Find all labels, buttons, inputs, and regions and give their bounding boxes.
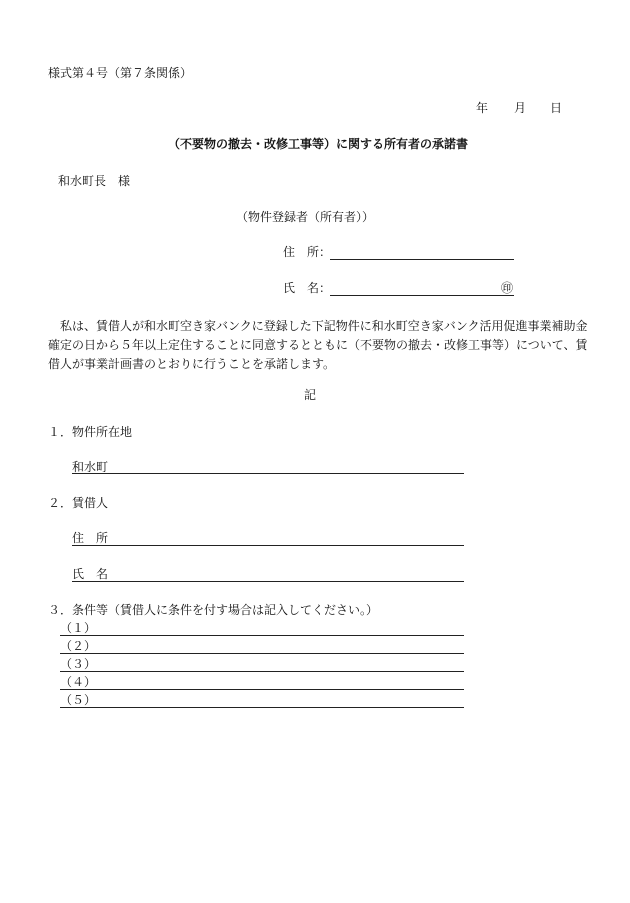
condition-line[interactable] (60, 653, 464, 654)
form-number: 様式第４号（第７条関係） (48, 66, 193, 80)
addressee: 和水町長 様 (58, 174, 131, 188)
tenant-address-label: 住 所 (72, 531, 109, 545)
seal-icon: ㊞ (501, 281, 514, 295)
condition-line[interactable] (60, 671, 464, 672)
condition-item-label: （４） (60, 675, 97, 689)
date-month-label: 月 (514, 101, 527, 115)
tenant-name-line[interactable] (72, 581, 464, 582)
condition-line[interactable] (60, 635, 464, 636)
property-location-line[interactable] (72, 473, 464, 474)
condition-item-label: （３） (60, 657, 97, 671)
condition-item-label: （１） (60, 621, 97, 635)
condition-line[interactable] (60, 707, 464, 708)
property-location-value: 和水町 (72, 460, 109, 474)
date-day-label: 日 (550, 101, 563, 115)
section2-heading: ２．賃借人 (48, 496, 109, 510)
condition-item-label: （２） (60, 639, 97, 653)
owner-name-line[interactable] (330, 295, 514, 296)
condition-line[interactable] (60, 689, 464, 690)
document-title: （不要物の撤去・改修工事等）に関する所有者の承諾書 (168, 137, 469, 151)
consent-body-text: 私は、賃借人が和水町空き家バンクに登録した下記物件に和水町空き家バンク活用促進事業補助金確定の日から５年以上定住することに同意するとともに（不要物の撤去・改修工事等）について、賃借人が事業計画書のとおりに行うことを承諾します。 (48, 319, 588, 371)
owner-address-line[interactable] (330, 259, 514, 260)
ki-note: 記 (304, 388, 317, 402)
tenant-address-line[interactable] (72, 545, 464, 546)
section3-heading: ３．条件等（賃借人に条件を付す場合は記入してください。） (48, 603, 379, 617)
registrant-heading: （物件登録者（所有者）） (236, 210, 375, 224)
condition-item-label: （５） (60, 693, 97, 707)
owner-address-label: 住 所： (283, 245, 332, 259)
date-year-label: 年 (476, 101, 489, 115)
owner-name-label: 氏 名： (283, 281, 332, 295)
tenant-name-label: 氏 名 (72, 567, 109, 581)
section1-heading: １．物件所在地 (48, 425, 133, 439)
